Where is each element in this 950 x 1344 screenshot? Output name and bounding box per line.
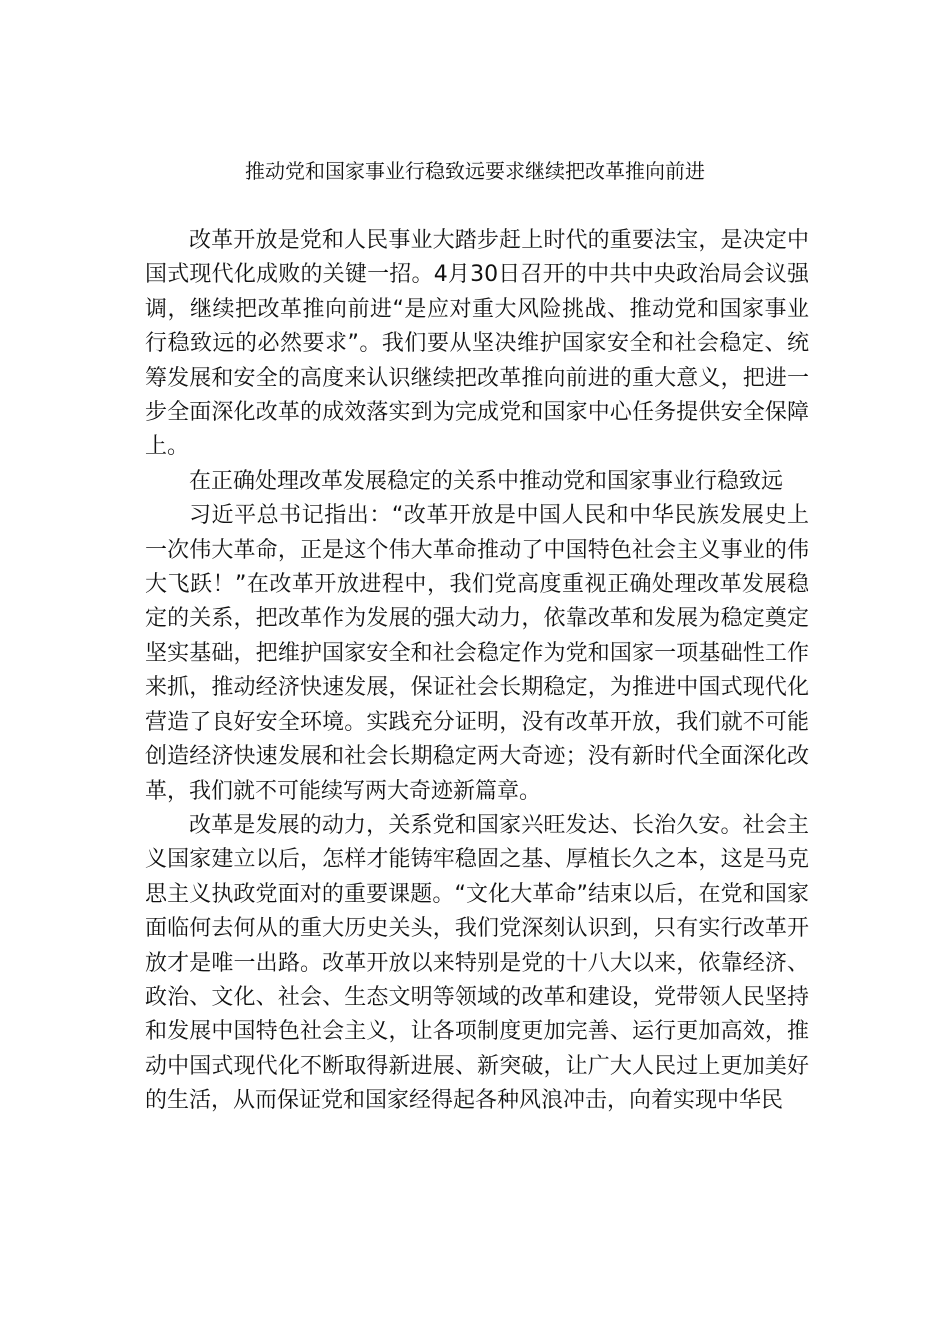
paragraph-intro: 改革开放是党和人民事业大踏步赶上时代的重要法宝，是决定中国式现代化成败的关键一招。4月30日召开的中共中央政治局会议强调，继续把改革推向前进“是应对重大风险挑战、推动党和国家事业行稳致远的必然要求”。我们要从坚决维护国家安全和社会稳定、统筹发展和安全的高度来认识继续把改革推向前进的重大意义，把进一步全面深化改革的成效落实到为完成党和国家中心任务提供安全保障上。: [145, 228, 809, 460]
paragraph-quote: 习近平总书记指出：“改革开放是中国人民和中华民族发展史上一次伟大革命，正是这个伟大革命推动了中国特色社会主义事业的伟大飞跃！”在改革开放进程中，我们党高度重视正确处理改革发展稳定的关系，把改革作为发展的强大动力，依靠改革和发展为稳定奠定坚实基础，把维护国家安全和社会稳定作为党和国家一项基础性工作来抓，推动经济快速发展，保证社会长期稳定，为推进中国式现代化营造了良好安全环境。实践充分证明，没有改革开放，我们就不可能创造经济快速发展和社会长期稳定两大奇迹；没有新时代全面深化改革，我们就不可能续写两大奇迹新篇章。: [145, 503, 809, 804]
paragraph-reform: 改革是发展的动力，关系党和国家兴旺发达、长治久安。社会主义国家建立以后，怎样才能铸牢稳固之基、厚植长久之本，这是马克思主义执政党面对的重要课题。“文化大革命”结束以后，在党和国家面临何去何从的重大历史关头，我们党深刻认识到，只有实行改革开放才是唯一出路。改革开放以来特别是党的十八大以来，依靠经济、政治、文化、社会、生态文明等领域的改革和建设，党带领人民坚持和发展中国特色社会主义，让各项制度更加完善、运行更加高效，推动中国式现代化不断取得新进展、新突破，让广大人民过上更加美好的生活，从而保证党和国家经得起各种风浪冲击，向着实现中华民: [145, 812, 809, 1114]
section-heading: 在正确处理改革发展稳定的关系中推动党和国家事业行稳致远: [189, 468, 784, 494]
document-title: 推动党和国家事业行稳致远要求继续把改革推向前进: [245, 159, 705, 183]
document-body: [145, 224, 809, 1119]
